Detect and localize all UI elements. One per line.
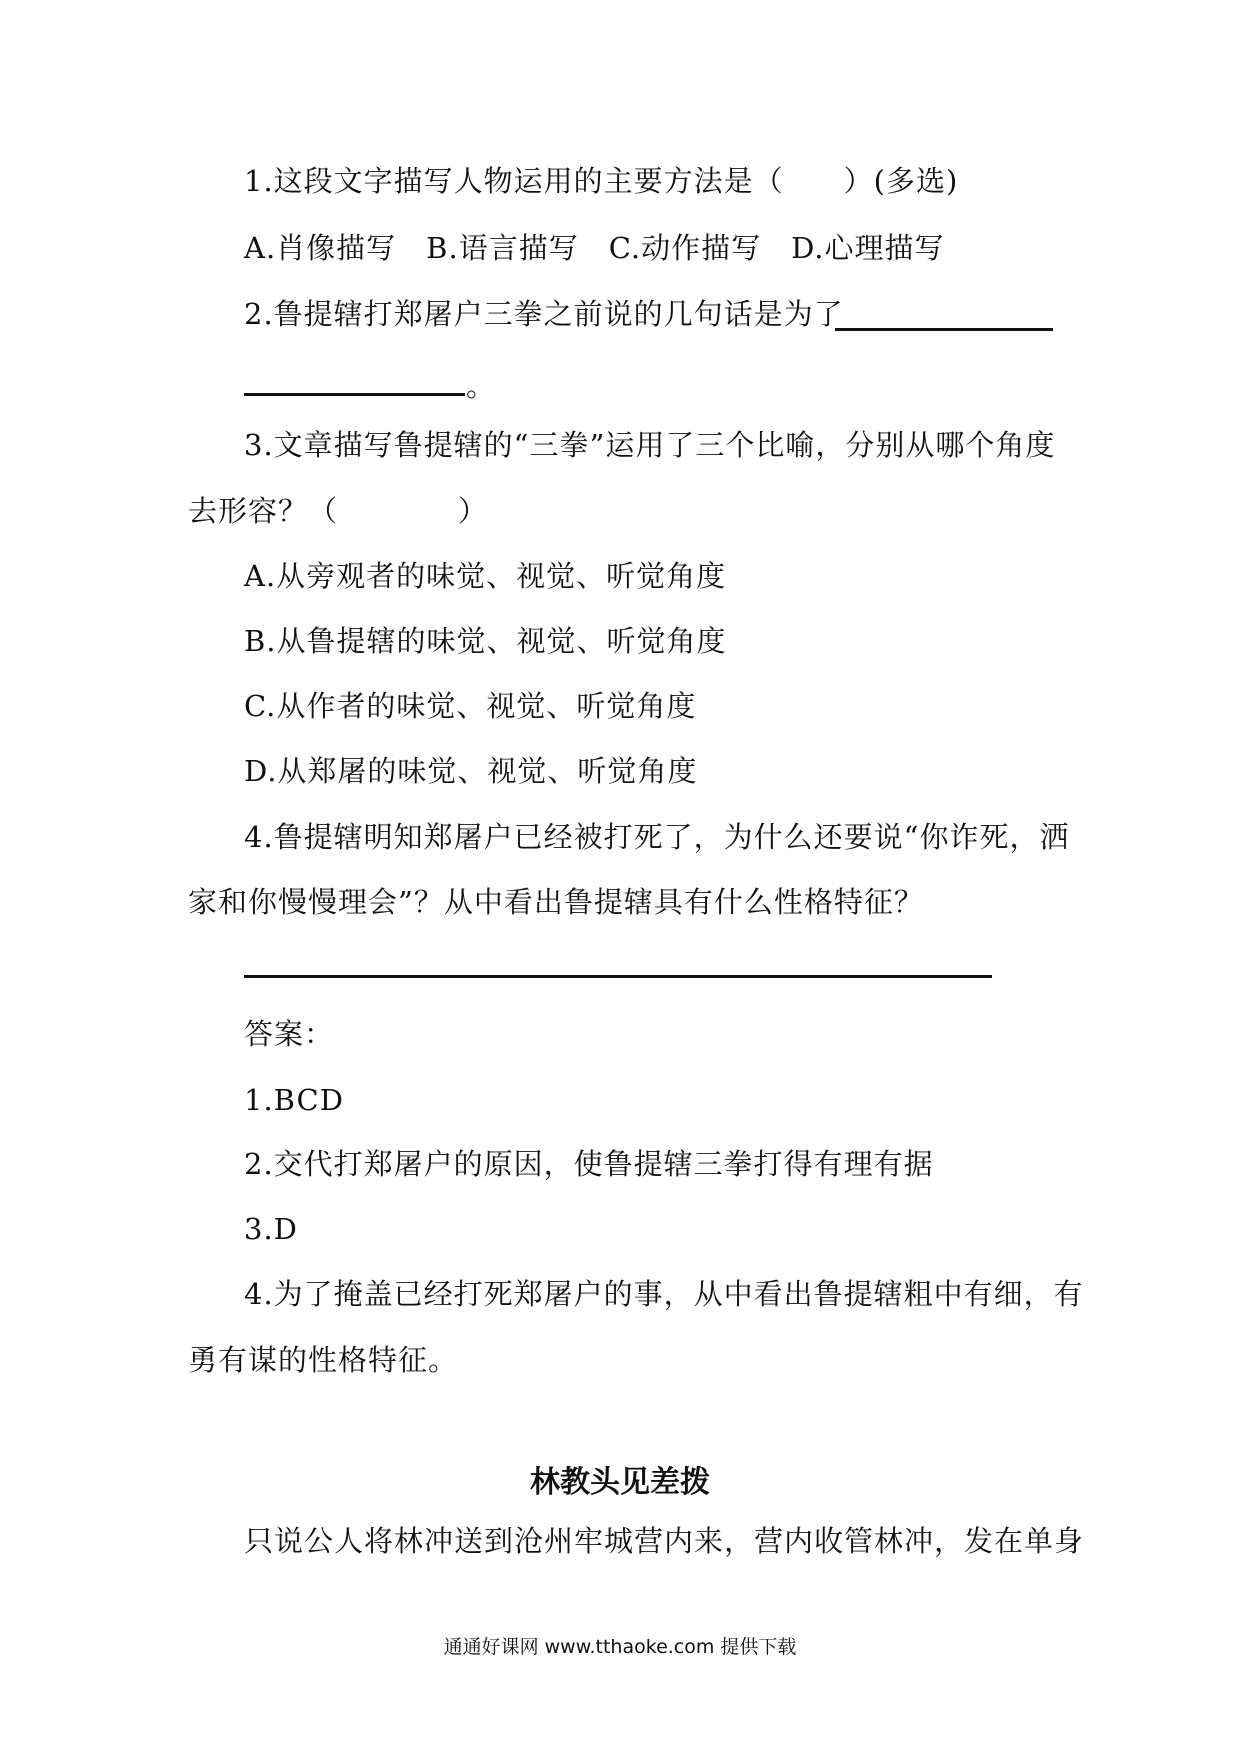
page-footer: 通通好课网 www.tthaoke.com 提供下载: [443, 1636, 797, 1658]
q2-stem: 2.鲁提辖打郑屠户三拳之前说的几句话是为了: [244, 297, 844, 331]
answer-2: 2.交代打郑屠户的原因，使鲁提辖三拳打得有理有据: [244, 1147, 934, 1181]
answer-4-line-1: 4.为了掩盖已经打死郑屠户的事，从中看出鲁提辖粗中有细，有: [244, 1277, 1084, 1311]
q1-stem: 1.这段文字描写人物运用的主要方法是（ ）(多选): [244, 164, 959, 198]
q3-option-c: C.从作者的味觉、视觉、听觉角度: [244, 689, 697, 723]
q4-stem-line-2: 家和你慢慢理会”？从中看出鲁提辖具有什么性格特征？: [188, 885, 924, 919]
q2-end: 。: [466, 369, 497, 403]
q3-stem-line-2: 去形容？（ ）: [188, 494, 489, 528]
q3-option-b: B.从鲁提辖的味觉、视觉、听觉角度: [244, 624, 727, 658]
q1-options: A.肖像描写 B.语言描写 C.动作描写 D.心理描写: [244, 231, 945, 265]
section-first-line: 只说公人将林冲送到沧州牢城营内来，营内收管林冲，发在单身: [244, 1524, 1085, 1558]
q2-answer-line-2: [244, 393, 465, 396]
answer-3: 3.D: [244, 1212, 298, 1246]
answers-heading: 答案：: [244, 1017, 335, 1051]
q3-option-d: D.从郑屠的味觉、视觉、听觉角度: [244, 754, 698, 788]
answer-1: 1.BCD: [244, 1083, 344, 1117]
q4-answer-line: [244, 975, 992, 978]
q2-answer-line-1: [835, 328, 1053, 331]
answer-4-line-2: 勇有谋的性格特征。: [188, 1343, 459, 1377]
q3-option-a: A.从旁观者的味觉、视觉、听觉角度: [244, 559, 727, 593]
q3-stem-line-1: 3.文章描写鲁提辖的“三拳”运用了三个比喻，分别从哪个角度: [244, 428, 1056, 462]
section-title: 林教头见差拨: [530, 1465, 710, 1500]
q4-stem-line-1: 4.鲁提辖明知郑屠户已经被打死了，为什么还要说“你诈死，洒: [244, 820, 1070, 854]
